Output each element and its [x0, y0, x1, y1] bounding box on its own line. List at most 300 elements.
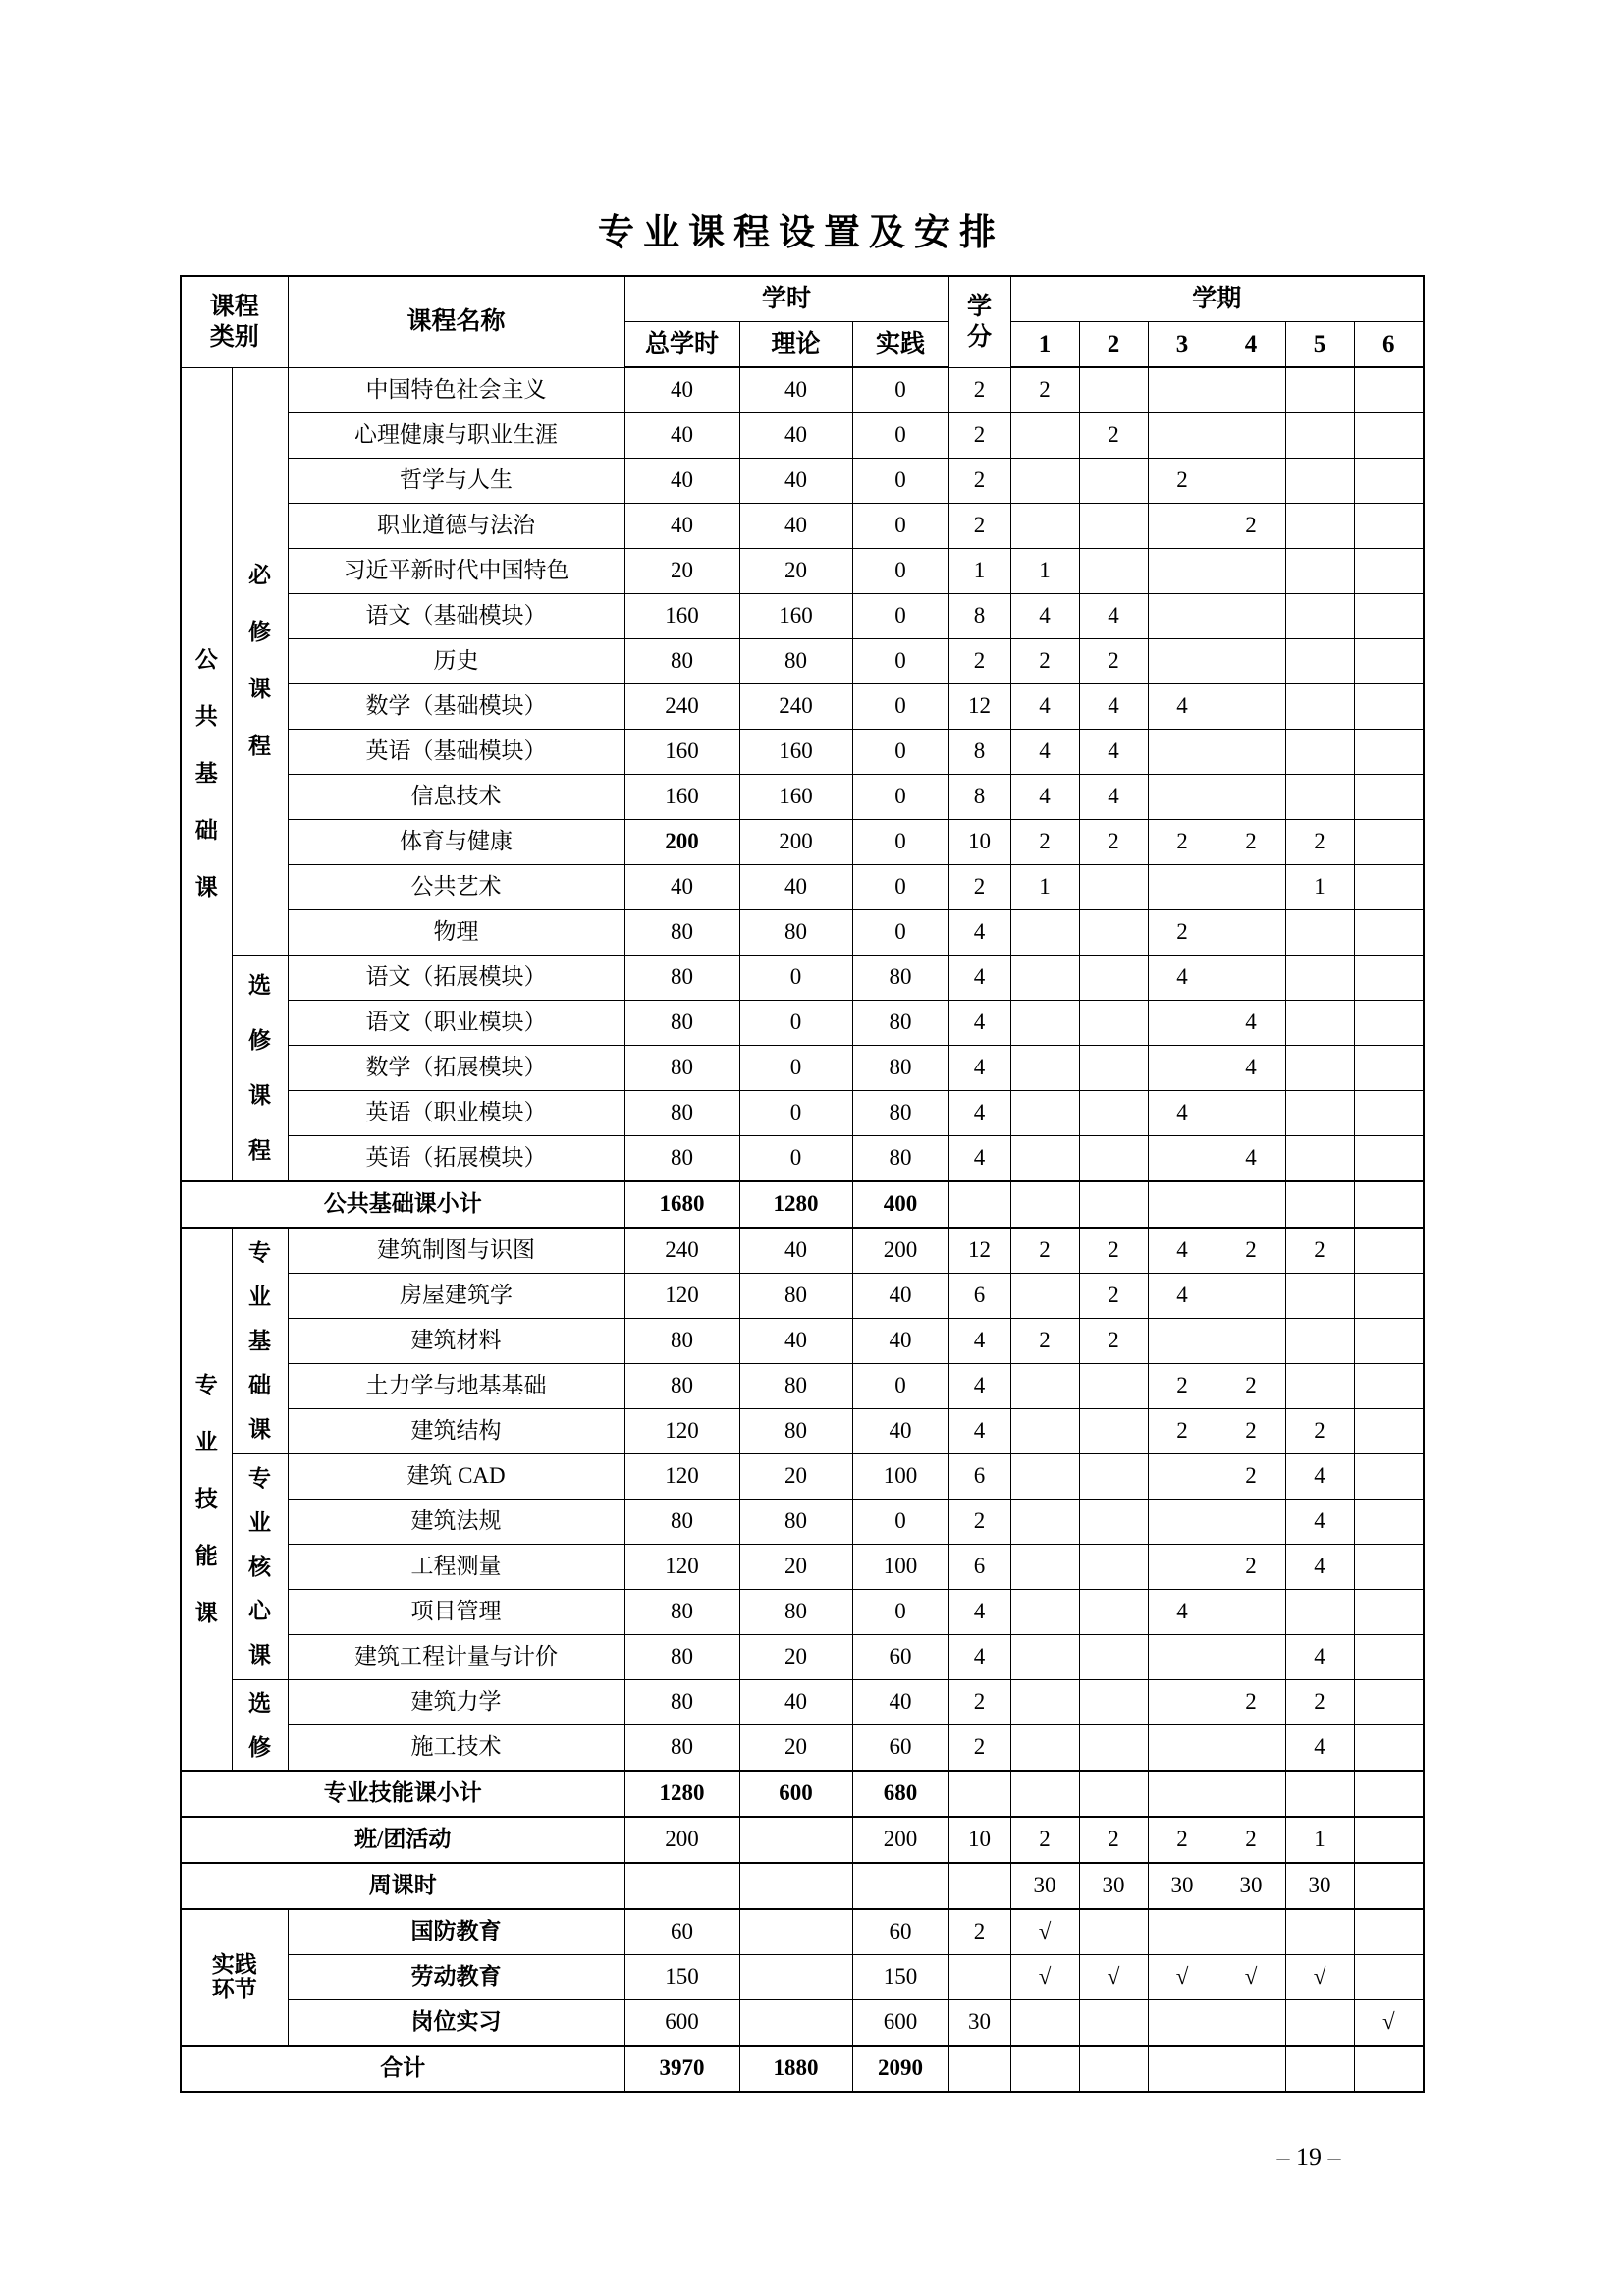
semester-cell: 2: [1148, 1364, 1217, 1409]
table-row: [181, 1046, 1424, 1091]
course-name-cell: 英语（拓展模块）: [288, 1136, 624, 1182]
semester-cell: [1285, 1909, 1354, 1955]
hours-theory-cell: 20: [739, 1725, 852, 1772]
semester-cell: [1285, 549, 1354, 594]
hours-total-cell: 1680: [624, 1181, 739, 1228]
semester-cell: [1354, 1817, 1424, 1863]
table-row: [181, 1863, 1424, 1909]
semester-cell: [1285, 1091, 1354, 1136]
credit-cell: 10: [948, 820, 1010, 865]
semester-cell: [1079, 1680, 1148, 1725]
semester-cell: [1285, 367, 1354, 413]
hours-theory-cell: 80: [739, 1409, 852, 1454]
table-row: [181, 594, 1424, 639]
semester-cell: [1079, 1454, 1148, 1500]
semester-cell: 30: [1079, 1863, 1148, 1909]
hours-theory-cell: 20: [739, 1635, 852, 1680]
semester-cell: 4: [1285, 1500, 1354, 1545]
semester-cell: [1010, 1274, 1079, 1319]
header-semester-6: 6: [1354, 322, 1424, 368]
table-row: [181, 459, 1424, 504]
semester-cell: [1217, 1181, 1285, 1228]
semester-cell: [1010, 2000, 1079, 2047]
semester-cell: [1354, 956, 1424, 1001]
table-row: [181, 684, 1424, 730]
semester-cell: [1285, 956, 1354, 1001]
credit-cell: 4: [948, 1001, 1010, 1046]
course-name-cell: 工程测量: [288, 1545, 624, 1590]
semester-cell: [1079, 2000, 1148, 2047]
course-name-cell: 建筑力学: [288, 1680, 624, 1725]
semester-cell: √: [1354, 2000, 1424, 2047]
hours-theory-cell: 40: [739, 367, 852, 413]
hours-theory-cell: 80: [739, 1590, 852, 1635]
credit-cell: 8: [948, 775, 1010, 820]
semester-cell: [1354, 1680, 1424, 1725]
hours-total-cell: 80: [624, 1001, 739, 1046]
table-row: [181, 1091, 1424, 1136]
course-name-cell: 语文（职业模块）: [288, 1001, 624, 1046]
credit-cell: [948, 1955, 1010, 2000]
hours-total-cell: 80: [624, 1046, 739, 1091]
semester-cell: [1354, 865, 1424, 910]
hours-practice-cell: 0: [852, 549, 948, 594]
semester-cell: [1148, 1001, 1217, 1046]
hours-theory-cell: 600: [739, 1771, 852, 1817]
semester-cell: 30: [1285, 1863, 1354, 1909]
semester-cell: 4: [1217, 1136, 1285, 1182]
hours-total-cell: 160: [624, 730, 739, 775]
credit-cell: 4: [948, 1046, 1010, 1091]
hours-practice-cell: 60: [852, 1725, 948, 1772]
hours-practice-cell: 0: [852, 1364, 948, 1409]
semester-cell: [1354, 1590, 1424, 1635]
category-cell: 专 业 技 能 课: [181, 1228, 232, 1771]
hours-total-cell: 40: [624, 413, 739, 459]
credit-cell: 1: [948, 549, 1010, 594]
hours-theory-cell: 160: [739, 594, 852, 639]
credit-cell: 2: [948, 1680, 1010, 1725]
hours-theory-cell: 40: [739, 459, 852, 504]
hours-practice-cell: 80: [852, 1091, 948, 1136]
course-name-cell: 习近平新时代中国特色: [288, 549, 624, 594]
semester-cell: [1079, 459, 1148, 504]
semester-cell: [1354, 684, 1424, 730]
course-name-cell: 体育与健康: [288, 820, 624, 865]
semester-cell: 4: [1148, 1091, 1217, 1136]
hours-theory-cell: 80: [739, 639, 852, 684]
semester-cell: 2: [1079, 1319, 1148, 1364]
hours-practice-cell: 40: [852, 1409, 948, 1454]
credit-cell: 6: [948, 1454, 1010, 1500]
table-row: [181, 1319, 1424, 1364]
semester-cell: [1354, 1364, 1424, 1409]
hours-total-cell: 80: [624, 1364, 739, 1409]
hours-practice-cell: 80: [852, 956, 948, 1001]
semester-cell: 4: [1217, 1046, 1285, 1091]
semester-cell: [1217, 1091, 1285, 1136]
semester-cell: [1079, 1136, 1148, 1182]
semester-cell: [1354, 1500, 1424, 1545]
page-title: 专业课程设置及安排: [598, 213, 1004, 253]
table-row: [181, 1545, 1424, 1590]
hours-theory-cell: 240: [739, 684, 852, 730]
semester-cell: [1148, 1046, 1217, 1091]
hours-theory-cell: [739, 1863, 852, 1909]
semester-cell: [1354, 775, 1424, 820]
course-name-cell: 哲学与人生: [288, 459, 624, 504]
table-row: [181, 2046, 1424, 2092]
hours-total-cell: 120: [624, 1409, 739, 1454]
semester-cell: [1217, 1590, 1285, 1635]
semester-cell: [1148, 639, 1217, 684]
hours-theory-cell: [739, 1955, 852, 2000]
semester-cell: √: [1148, 1955, 1217, 2000]
header-credits: 学分: [948, 276, 1010, 367]
credit-cell: 4: [948, 1590, 1010, 1635]
semester-cell: [1148, 2000, 1217, 2047]
semester-cell: [1285, 459, 1354, 504]
course-name-cell: 劳动教育: [288, 1955, 624, 2000]
hours-practice-cell: 200: [852, 1228, 948, 1274]
hours-total-cell: 200: [624, 1817, 739, 1863]
semester-cell: [1354, 1545, 1424, 1590]
semester-cell: [1079, 549, 1148, 594]
semester-cell: [1010, 1500, 1079, 1545]
semester-cell: [1148, 2046, 1217, 2092]
semester-cell: 2: [1079, 1228, 1148, 1274]
semester-cell: [1217, 730, 1285, 775]
hours-practice-cell: 0: [852, 684, 948, 730]
semester-cell: [1148, 1909, 1217, 1955]
semester-cell: √: [1079, 1955, 1148, 2000]
hours-theory-cell: 0: [739, 1001, 852, 1046]
semester-cell: [1285, 910, 1354, 956]
header-semester-3: 3: [1148, 322, 1217, 368]
hours-practice-cell: 0: [852, 1590, 948, 1635]
semester-cell: [1217, 1725, 1285, 1772]
semester-cell: [1217, 639, 1285, 684]
table-row: [181, 2000, 1424, 2047]
hours-total-cell: 120: [624, 1454, 739, 1500]
semester-cell: [1217, 2000, 1285, 2047]
row-label-cell: 周课时: [181, 1863, 624, 1909]
course-name-cell: 中国特色社会主义: [288, 367, 624, 413]
semester-cell: 2: [1285, 820, 1354, 865]
credit-cell: 12: [948, 684, 1010, 730]
credit-cell: 4: [948, 910, 1010, 956]
semester-cell: [1148, 413, 1217, 459]
hours-theory-cell: 0: [739, 1046, 852, 1091]
semester-cell: 2: [1010, 1817, 1079, 1863]
header-semester-5: 5: [1285, 322, 1354, 368]
credit-cell: 4: [948, 1364, 1010, 1409]
course-name-cell: 数学（基础模块）: [288, 684, 624, 730]
hours-practice-cell: 100: [852, 1454, 948, 1500]
hours-total-cell: 20: [624, 549, 739, 594]
semester-cell: [1354, 1454, 1424, 1500]
semester-cell: [1285, 1181, 1354, 1228]
semester-cell: [1010, 1545, 1079, 1590]
semester-cell: [1010, 1771, 1079, 1817]
semester-cell: [1010, 1409, 1079, 1454]
semester-cell: [1217, 684, 1285, 730]
semester-cell: [1285, 1771, 1354, 1817]
credit-cell: 8: [948, 594, 1010, 639]
semester-cell: [1285, 2046, 1354, 2092]
semester-cell: 2: [1010, 1228, 1079, 1274]
hours-theory-cell: 20: [739, 1545, 852, 1590]
semester-cell: 4: [1079, 594, 1148, 639]
hours-theory-cell: 20: [739, 549, 852, 594]
hours-total-cell: 80: [624, 1136, 739, 1182]
semester-cell: 4: [1148, 684, 1217, 730]
hours-theory-cell: 40: [739, 504, 852, 549]
semester-cell: [1010, 1725, 1079, 1772]
semester-cell: [1354, 1409, 1424, 1454]
row-label-cell: 公共基础课小计: [181, 1181, 624, 1228]
semester-cell: [1079, 1364, 1148, 1409]
semester-cell: [1079, 956, 1148, 1001]
semester-cell: [1148, 1454, 1217, 1500]
semester-cell: 2: [1217, 504, 1285, 549]
semester-cell: [1148, 504, 1217, 549]
page-number: – 19 –: [1276, 2143, 1341, 2171]
table-row: [181, 775, 1424, 820]
semester-cell: [1217, 1635, 1285, 1680]
hours-theory-cell: 160: [739, 775, 852, 820]
semester-cell: 2: [1217, 1817, 1285, 1863]
credit-cell: 4: [948, 956, 1010, 1001]
course-name-cell: 物理: [288, 910, 624, 956]
semester-cell: [1354, 504, 1424, 549]
hours-theory-cell: 1880: [739, 2046, 852, 2092]
header-row-1: [181, 276, 1424, 322]
semester-cell: [1079, 504, 1148, 549]
hours-theory-cell: [739, 2000, 852, 2047]
header-category: 课程类别: [181, 276, 288, 367]
semester-cell: [1354, 1725, 1424, 1772]
credit-cell: [948, 1181, 1010, 1228]
semester-cell: [1148, 594, 1217, 639]
hours-total-cell: 40: [624, 504, 739, 549]
hours-practice-cell: 40: [852, 1274, 948, 1319]
semester-cell: [1010, 910, 1079, 956]
semester-cell: [1354, 1909, 1424, 1955]
semester-cell: [1148, 1725, 1217, 1772]
header-hours-practice: 实践: [852, 322, 948, 368]
semester-cell: 1: [1285, 1817, 1354, 1863]
course-name-cell: 英语（基础模块）: [288, 730, 624, 775]
hours-total-cell: 3970: [624, 2046, 739, 2092]
hours-total-cell: 80: [624, 1091, 739, 1136]
hours-total-cell: 40: [624, 459, 739, 504]
semester-cell: 2: [1217, 1680, 1285, 1725]
semester-cell: [1354, 820, 1424, 865]
semester-cell: [1010, 459, 1079, 504]
hours-practice-cell: 80: [852, 1136, 948, 1182]
course-name-cell: 建筑工程计量与计价: [288, 1635, 624, 1680]
semester-cell: [1079, 1181, 1148, 1228]
semester-cell: 2: [1148, 1409, 1217, 1454]
hours-total-cell: 600: [624, 2000, 739, 2047]
semester-cell: [1354, 1181, 1424, 1228]
semester-cell: [1285, 1590, 1354, 1635]
semester-cell: [1010, 1091, 1079, 1136]
semester-cell: [1148, 1319, 1217, 1364]
semester-cell: [1354, 910, 1424, 956]
course-name-cell: 建筑材料: [288, 1319, 624, 1364]
table-row: [181, 1725, 1424, 1772]
semester-cell: 2: [1010, 367, 1079, 413]
semester-cell: 4: [1079, 730, 1148, 775]
hours-practice-cell: 60: [852, 1635, 948, 1680]
credit-cell: 6: [948, 1545, 1010, 1590]
semester-cell: [1217, 1319, 1285, 1364]
hours-total-cell: 80: [624, 1725, 739, 1772]
semester-cell: [1217, 413, 1285, 459]
semester-cell: [1354, 594, 1424, 639]
table-row: [181, 413, 1424, 459]
semester-cell: [1010, 1590, 1079, 1635]
hours-practice-cell: 200: [852, 1817, 948, 1863]
row-label-cell: 专业技能课小计: [181, 1771, 624, 1817]
semester-cell: [1010, 1680, 1079, 1725]
semester-cell: [1285, 1274, 1354, 1319]
semester-cell: [1010, 1136, 1079, 1182]
credit-cell: 6: [948, 1274, 1010, 1319]
semester-cell: 2: [1217, 820, 1285, 865]
semester-cell: [1148, 1771, 1217, 1817]
hours-practice-cell: 80: [852, 1046, 948, 1091]
semester-cell: 2: [1285, 1228, 1354, 1274]
semester-cell: [1354, 1955, 1424, 2000]
semester-cell: 2: [1285, 1409, 1354, 1454]
hours-theory-cell: [739, 1817, 852, 1863]
header-hours: 学时: [624, 276, 948, 322]
hours-total-cell: 80: [624, 1635, 739, 1680]
semester-cell: [1285, 684, 1354, 730]
table-row: [181, 730, 1424, 775]
credit-cell: 8: [948, 730, 1010, 775]
hours-total-cell: 80: [624, 1680, 739, 1725]
semester-cell: 4: [1010, 775, 1079, 820]
semester-cell: [1010, 2046, 1079, 2092]
semester-cell: [1285, 775, 1354, 820]
hours-theory-cell: 40: [739, 413, 852, 459]
credit-cell: 2: [948, 639, 1010, 684]
credit-cell: 12: [948, 1228, 1010, 1274]
semester-cell: [1354, 1319, 1424, 1364]
semester-cell: 4: [1010, 730, 1079, 775]
hours-practice-cell: 0: [852, 730, 948, 775]
semester-cell: [1217, 1909, 1285, 1955]
category-cell: 实践 环节: [181, 1909, 288, 2046]
hours-practice-cell: 0: [852, 775, 948, 820]
semester-cell: [1354, 413, 1424, 459]
hours-theory-cell: 0: [739, 956, 852, 1001]
curriculum-table: [180, 275, 1425, 2093]
hours-practice-cell: 400: [852, 1181, 948, 1228]
hours-practice-cell: 60: [852, 1909, 948, 1955]
hours-practice-cell: 0: [852, 367, 948, 413]
table-row: [181, 956, 1424, 1001]
hours-theory-cell: 160: [739, 730, 852, 775]
semester-cell: [1079, 910, 1148, 956]
semester-cell: 2: [1079, 820, 1148, 865]
hours-theory-cell: 80: [739, 1500, 852, 1545]
semester-cell: [1148, 367, 1217, 413]
semester-cell: 4: [1148, 956, 1217, 1001]
table-row: [181, 1771, 1424, 1817]
semester-cell: [1010, 413, 1079, 459]
semester-cell: [1148, 1635, 1217, 1680]
table-row: [181, 1500, 1424, 1545]
semester-cell: [1354, 639, 1424, 684]
course-name-cell: 语文（拓展模块）: [288, 956, 624, 1001]
semester-cell: [1148, 775, 1217, 820]
semester-cell: [1354, 1091, 1424, 1136]
credit-cell: 4: [948, 1091, 1010, 1136]
semester-cell: [1217, 459, 1285, 504]
semester-cell: 2: [1010, 639, 1079, 684]
course-name-cell: 信息技术: [288, 775, 624, 820]
hours-practice-cell: 0: [852, 639, 948, 684]
semester-cell: [1354, 1001, 1424, 1046]
table-row: [181, 1817, 1424, 1863]
semester-cell: 2: [1217, 1409, 1285, 1454]
semester-cell: [1354, 549, 1424, 594]
semester-cell: [1148, 730, 1217, 775]
table-row: [181, 1228, 1424, 1274]
semester-cell: 2: [1285, 1680, 1354, 1725]
table-row: [181, 1680, 1424, 1725]
semester-cell: [1285, 413, 1354, 459]
course-name-cell: 项目管理: [288, 1590, 624, 1635]
semester-cell: 2: [1148, 1817, 1217, 1863]
hours-practice-cell: 0: [852, 910, 948, 956]
semester-cell: 2: [1148, 910, 1217, 956]
category-cell: 专 业 基 础 课: [232, 1228, 288, 1454]
semester-cell: [1079, 1635, 1148, 1680]
semester-cell: [1354, 2046, 1424, 2092]
credit-cell: 2: [948, 1500, 1010, 1545]
hours-total-cell: 80: [624, 910, 739, 956]
semester-cell: [1217, 367, 1285, 413]
credit-cell: 4: [948, 1136, 1010, 1182]
semester-cell: [1217, 910, 1285, 956]
hours-total-cell: 1280: [624, 1771, 739, 1817]
hours-total-cell: 150: [624, 1955, 739, 2000]
hours-total-cell: 60: [624, 1909, 739, 1955]
course-name-cell: 施工技术: [288, 1725, 624, 1772]
table-row: [181, 1909, 1424, 1955]
semester-cell: [1285, 1046, 1354, 1091]
semester-cell: 30: [1010, 1863, 1079, 1909]
hours-theory-cell: 40: [739, 1680, 852, 1725]
credit-cell: [948, 2046, 1010, 2092]
semester-cell: [1354, 1635, 1424, 1680]
semester-cell: 4: [1285, 1635, 1354, 1680]
category-cell: 公 共 基 础 课: [181, 367, 232, 1181]
semester-cell: [1354, 367, 1424, 413]
semester-cell: 1: [1010, 549, 1079, 594]
semester-cell: [1079, 1545, 1148, 1590]
credit-cell: [948, 1771, 1010, 1817]
course-name-cell: 建筑法规: [288, 1500, 624, 1545]
semester-cell: [1010, 1364, 1079, 1409]
semester-cell: [1217, 956, 1285, 1001]
